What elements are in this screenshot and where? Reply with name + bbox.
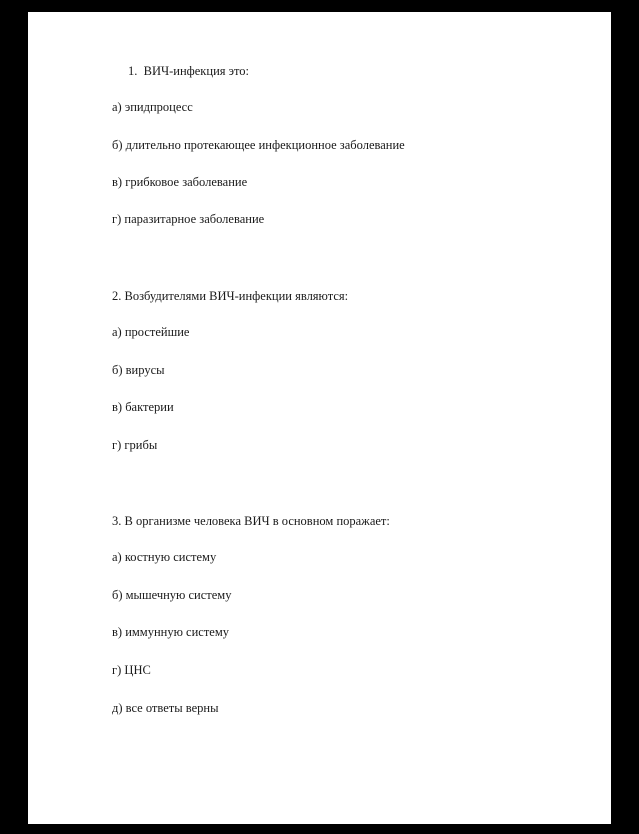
question-2-option-d: г) грибы (112, 438, 158, 452)
question-1-option-b: б) длительно протекающее инфекционное заболевание (112, 138, 405, 152)
question-3-option-d: г) ЦНС (112, 663, 151, 677)
question-1-number: 1. (128, 64, 138, 78)
question-2-heading (112, 289, 348, 303)
question-3-heading (112, 514, 390, 528)
question-2-text: Возбудителями ВИЧ-инфекции являются: (124, 289, 349, 303)
question-3-option-e: д) все ответы верны (112, 701, 219, 715)
question-2-number: 2. (112, 289, 122, 303)
question-2-option-b: б) вирусы (112, 363, 165, 377)
question-1-option-a: а) эпидпроцесс (112, 100, 193, 114)
document-page (28, 12, 611, 824)
question-1-text: ВИЧ-инфекция это: (143, 64, 250, 78)
question-3-option-c: в) иммунную систему (112, 625, 229, 639)
question-2-option-a: а) простейшие (112, 325, 190, 339)
question-3-number: 3. (112, 514, 122, 528)
question-3-text: В организме человека ВИЧ в основном поражает: (124, 514, 390, 528)
question-1-option-d: г) паразитарное заболевание (112, 212, 265, 226)
question-3-option-a: а) костную систему (112, 550, 217, 564)
question-3-option-b: б) мышечную систему (112, 588, 232, 602)
question-2-option-c: в) бактерии (112, 400, 174, 414)
question-1-option-c: в) грибковое заболевание (112, 175, 248, 189)
question-1-heading (128, 64, 249, 78)
